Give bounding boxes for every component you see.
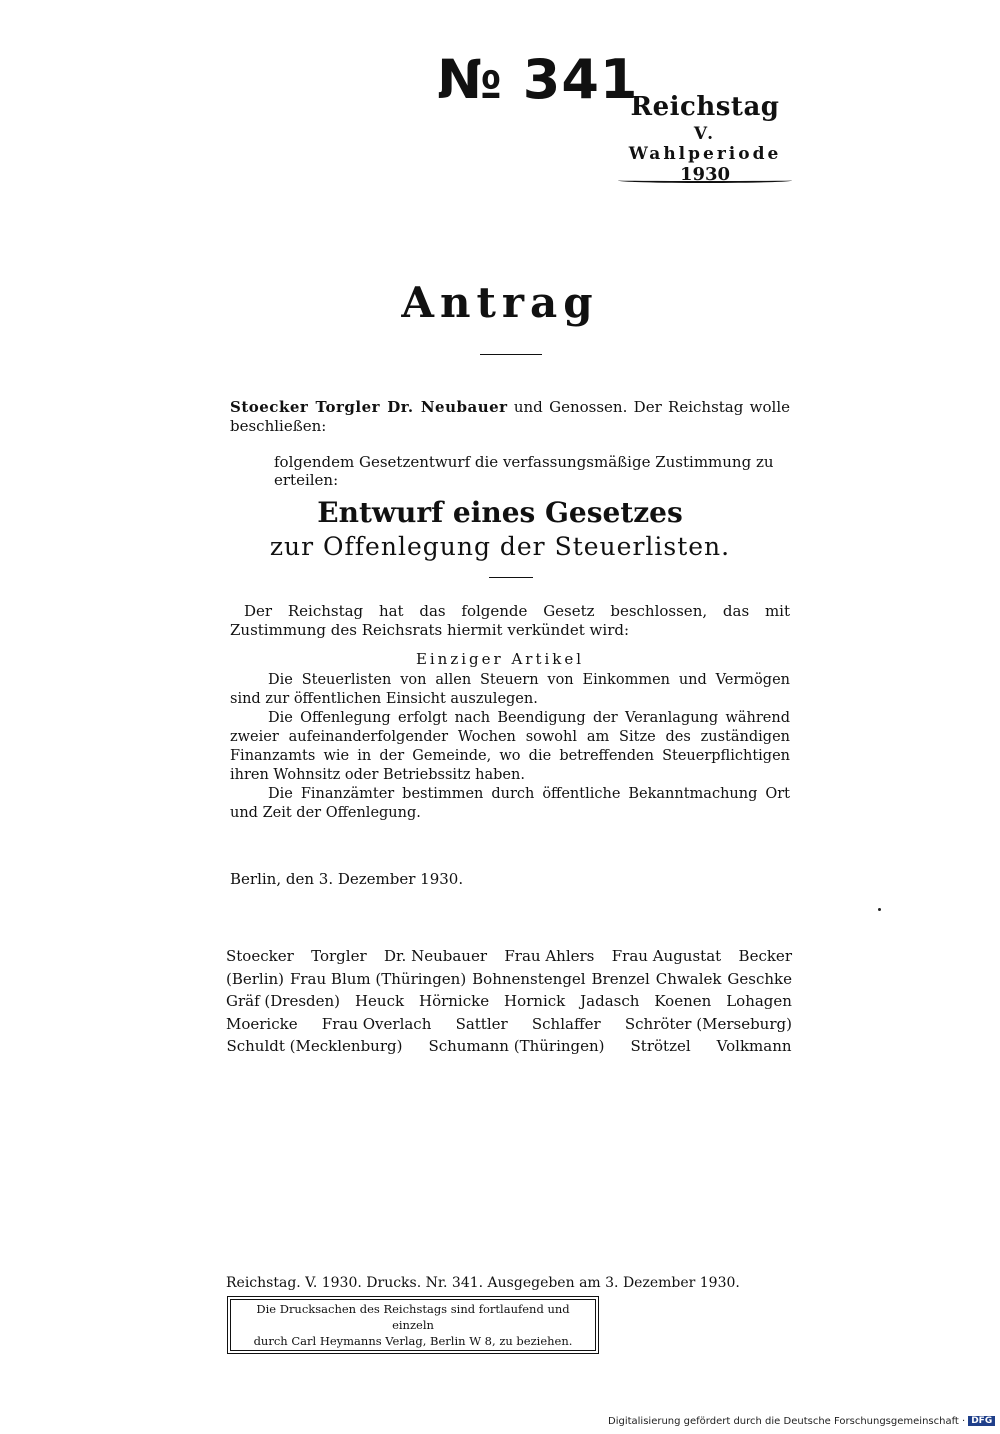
wahlperiode-label: V. Wahlperiode [628, 124, 782, 164]
signer-name: Frau Blum (Thüringen) [289, 969, 467, 988]
signer-name: Torgler [311, 947, 367, 965]
signer-name: Jadasch [580, 992, 640, 1010]
signer-name: Strötzel [630, 1037, 691, 1055]
signers-row [226, 1013, 792, 1036]
article-paragraph: Die Steuerlisten von allen Steuern von Einkommen und Vermögen sind zur öffentlichen Einsicht auszulegen. [230, 672, 790, 707]
signer-name: Sattler [455, 1014, 508, 1033]
signer-name: (Berlin) [226, 969, 285, 988]
signer-name: Frau Ahlers [504, 947, 595, 965]
signer-name: Becker [738, 947, 792, 965]
motion-intro-line2: folgendem Gesetzentwurf die verfassungsmäßige Zustimmung zu erteilen: [274, 453, 774, 489]
signers-block [226, 945, 792, 1058]
signer-name: Schröter (Merseburg) [624, 1014, 792, 1033]
article-paragraph: Die Finanzämter bestimmen durch öffentliche Bekanntmachung Ort und Zeit der Offenlegung. [230, 786, 790, 821]
document-number: № 341 [437, 48, 639, 111]
signer-name: Bohnenstengel [472, 969, 586, 988]
preamble: Der Reichstag hat das folgende Gesetz beschlossen, das mit Zustimmung des Reichsrats hiermit verkündet wird: [230, 602, 790, 639]
signer-name: Geschke [727, 969, 792, 988]
motion-authors: Stoecker Torgler Dr. Neubauer [230, 398, 508, 416]
publisher-notice-line: Die Drucksachen des Reichstags sind fortlaufend und einzeln [256, 1302, 570, 1332]
signers-row [226, 945, 792, 968]
motion-intro-text: und Genossen. Der Reichstag wolle beschließen: [230, 398, 791, 435]
signer-name: Hörnicke [418, 992, 490, 1010]
publisher-notice-line: durch Carl Heymanns Verlag, Berlin W 8, zu beziehen. [253, 1334, 573, 1348]
article-paragraph: Die Offenlegung erfolgt nach Beendigung der Veranlagung während zweier aufeinanderfolgender Wochen sowohl am Sitze des zuständigen Finanzamts wie in der Gemeinde, wo die betreffenden Steuerpflichtigen ihren Wohnsitz oder Betriebssitz haben. [230, 710, 790, 783]
publisher-notice-box [230, 1299, 596, 1351]
header-underline [618, 178, 792, 183]
title-divider [480, 354, 542, 355]
signer-name: Frau Overlach [321, 1014, 432, 1033]
signer-name: Schuldt (Mecklenburg) [226, 1037, 403, 1055]
signer-name: Koenen [654, 992, 712, 1010]
draft-divider [489, 577, 533, 578]
print-footer: Reichstag. V. 1930. Drucks. Nr. 341. Ausgegeben am 3. Dezember 1930. [226, 1275, 740, 1291]
signer-name: Brenzel [591, 969, 650, 988]
article-body [230, 671, 790, 823]
signer-name: Hornick [504, 992, 566, 1010]
signer-name: Stoecker [226, 947, 294, 965]
signer-name: Schumann (Thüringen) [428, 1037, 605, 1055]
draft-subtitle: zur Offenlegung der Steuerlisten. [269, 532, 731, 561]
reichstag-label: Reichstag [630, 92, 780, 122]
signers-row [226, 1035, 792, 1058]
signer-name: Volkmann [716, 1037, 792, 1055]
signers-row [226, 968, 792, 991]
article-heading: Einziger Artikel [415, 650, 585, 668]
signer-name: Lohagen [726, 992, 792, 1010]
motion-intro [230, 398, 790, 436]
signer-name: Gräf (Dresden) [226, 992, 341, 1010]
digitization-credit [608, 1416, 995, 1427]
date-line: Berlin, den 3. Dezember 1930. [230, 870, 464, 888]
year-label: 1930 [679, 164, 731, 185]
dfg-logo: DFG [968, 1416, 995, 1426]
signer-name: Dr. Neubauer [384, 947, 488, 965]
document-title: Antrag [401, 278, 599, 327]
digitization-credit-text: Digitalisierung gefördert durch die Deutsche Forschungsgemeinschaft · [608, 1416, 966, 1427]
signer-name: Moericke [226, 1014, 298, 1033]
draft-title: Entwurf eines Gesetzes [317, 496, 683, 529]
signers-row [226, 990, 792, 1013]
signer-name: Heuck [354, 992, 405, 1010]
signer-name: Frau Augustat [611, 947, 722, 965]
print-speck [878, 908, 881, 911]
signer-name: Chwalek [655, 969, 722, 988]
reichstag-header-box [618, 92, 792, 185]
signer-name: Schlaffer [531, 1014, 601, 1033]
